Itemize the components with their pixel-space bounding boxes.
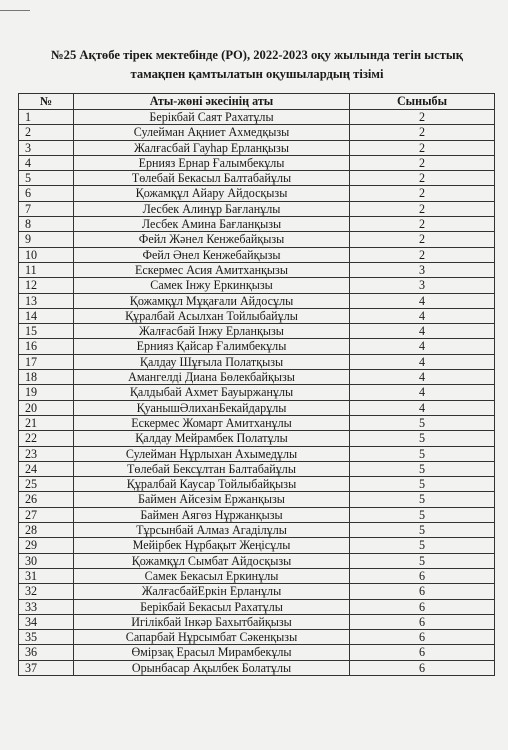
row-number: 33 [19,599,74,614]
header-number: № [19,94,74,110]
student-grade: 5 [350,477,495,492]
student-name: Жалғасбай Інжу Ерланқызы [74,324,350,339]
student-grade: 4 [350,354,495,369]
table-row [19,660,495,675]
student-name: Құралбай Асылхан Тойлыбайұлы [74,308,350,323]
student-grade: 2 [350,155,495,170]
student-grade: 2 [350,232,495,247]
student-grade: 5 [350,415,495,430]
student-grade: 2 [350,201,495,216]
student-name: Қалдау Мейрамбек Полатұлы [74,431,350,446]
table-row [19,492,495,507]
student-table [18,93,495,676]
row-number: 22 [19,431,74,446]
table-row [19,293,495,308]
student-grade: 5 [350,538,495,553]
row-number: 17 [19,354,74,369]
student-name: Самек Бекасыл Еркинұлы [74,568,350,583]
student-grade: 5 [350,461,495,476]
student-grade: 5 [350,523,495,538]
row-number: 26 [19,492,74,507]
student-name: Ескермес Жомарт Амитханұлы [74,415,350,430]
student-name: Тұрсынбай Алмаз Агаділұлы [74,523,350,538]
row-number: 34 [19,614,74,629]
student-name: Өмірзақ Ерасыл Мирамбекұлы [74,645,350,660]
table-row [19,431,495,446]
corner-mark [0,10,30,11]
table-row [19,155,495,170]
table-row [19,247,495,262]
student-grade: 3 [350,278,495,293]
student-name: Қалдыбай Ахмет Бауыржанұлы [74,385,350,400]
student-name: Қожамқұл Сымбат Айдосқызы [74,553,350,568]
row-number: 10 [19,247,74,262]
table-row [19,232,495,247]
student-name: Баймен Аягөз Нұржанқызы [74,507,350,522]
row-number: 1 [19,110,74,125]
student-name: Берікбай Бекасыл Рахатұлы [74,599,350,614]
student-name: Қожамқұл Айару Айдосқызы [74,186,350,201]
table-row [19,446,495,461]
table-row [19,308,495,323]
table-row [19,201,495,216]
row-number: 9 [19,232,74,247]
row-number: 3 [19,140,74,155]
header-full-name: Аты-жөні әкесінің аты [74,94,350,110]
table-row [19,370,495,385]
student-name: Ескермес Асия Амитханқызы [74,262,350,277]
table-row [19,278,495,293]
student-grade: 5 [350,446,495,461]
row-number: 20 [19,400,74,415]
row-number: 12 [19,278,74,293]
header-grade: Сыныбы [350,94,495,110]
row-number: 35 [19,630,74,645]
row-number: 16 [19,339,74,354]
student-grade: 6 [350,599,495,614]
student-grade: 2 [350,171,495,186]
table-row [19,125,495,140]
row-number: 24 [19,461,74,476]
row-number: 31 [19,568,74,583]
table-row [19,217,495,232]
student-name: Игілікбай Інкәр Бахытбайқызы [74,614,350,629]
row-number: 29 [19,538,74,553]
row-number: 36 [19,645,74,660]
table-row [19,553,495,568]
student-name: ҚуанышӘлиханБекайдарұлы [74,400,350,415]
student-name: Төлебай Бексұлтан Балтабайұлы [74,461,350,476]
student-grade: 4 [350,400,495,415]
student-name: Лесбек Амина Бағланқызы [74,217,350,232]
student-name: Лесбек Алинұр Бағланұлы [74,201,350,216]
table-row [19,140,495,155]
table-row [19,171,495,186]
student-name: Баймен Айсезім Ержанқызы [74,492,350,507]
table-body [19,110,495,676]
student-grade: 5 [350,553,495,568]
student-grade: 2 [350,247,495,262]
table-row [19,645,495,660]
student-grade: 4 [350,308,495,323]
row-number: 13 [19,293,74,308]
student-grade: 6 [350,645,495,660]
student-name: Самек Інжу Еркинқызы [74,278,350,293]
student-grade: 4 [350,385,495,400]
row-number: 14 [19,308,74,323]
student-grade: 6 [350,614,495,629]
student-grade: 5 [350,431,495,446]
table-row [19,415,495,430]
student-name: Фейл Жәнел Кенжебайқызы [74,232,350,247]
table-header-row [19,94,495,110]
student-name: Сапарбай Нұрсымбат Сәкенқызы [74,630,350,645]
student-grade: 5 [350,492,495,507]
student-grade: 2 [350,217,495,232]
student-name: Төлебай Бекасыл Балтабайұлы [74,171,350,186]
table-row [19,599,495,614]
student-grade: 6 [350,630,495,645]
student-name: Берікбай Саят Рахатұлы [74,110,350,125]
student-grade: 6 [350,660,495,675]
student-name: Ернияз Ернар Ғалымбекұлы [74,155,350,170]
student-list [18,93,494,676]
row-number: 15 [19,324,74,339]
table-row [19,385,495,400]
row-number: 11 [19,262,74,277]
table-row [19,262,495,277]
table-row [19,614,495,629]
table-row [19,630,495,645]
table-row [19,523,495,538]
row-number: 2 [19,125,74,140]
student-grade: 4 [350,293,495,308]
student-grade: 2 [350,125,495,140]
student-name: Сулейман Ақниет Ахмедқызы [74,125,350,140]
row-number: 30 [19,553,74,568]
student-grade: 2 [350,140,495,155]
row-number: 32 [19,584,74,599]
student-name: Ернияз Қайсар Ғалимбекұлы [74,339,350,354]
table-row [19,477,495,492]
row-number: 37 [19,660,74,675]
table-row [19,324,495,339]
table-row [19,584,495,599]
student-name: ЖалғасбайЕркін Ерланұлы [74,584,350,599]
row-number: 21 [19,415,74,430]
student-grade: 5 [350,507,495,522]
table-row [19,400,495,415]
row-number: 5 [19,171,74,186]
table-row [19,538,495,553]
row-number: 25 [19,477,74,492]
student-grade: 6 [350,584,495,599]
student-name: Қожамқұл Мұқағали Айдосұлы [74,293,350,308]
row-number: 7 [19,201,74,216]
student-name: Мейірбек Нұрбақыт Жеңісұлы [74,538,350,553]
student-grade: 4 [350,370,495,385]
table-row [19,186,495,201]
row-number: 27 [19,507,74,522]
student-name: Фейл Әнел Кенжебайқызы [74,247,350,262]
student-grade: 2 [350,110,495,125]
student-grade: 6 [350,568,495,583]
row-number: 4 [19,155,74,170]
row-number: 28 [19,523,74,538]
row-number: 23 [19,446,74,461]
student-name: Жалғасбай Гауһар Ерланқызы [74,140,350,155]
row-number: 8 [19,217,74,232]
student-grade: 3 [350,262,495,277]
table-row [19,568,495,583]
student-grade: 4 [350,324,495,339]
row-number: 19 [19,385,74,400]
document-title [20,46,494,84]
student-grade: 4 [350,339,495,354]
row-number: 18 [19,370,74,385]
student-name: Сулейман Нұрлыхан Ахымедұлы [74,446,350,461]
student-name: Құралбай Каусар Тойлыбайқызы [74,477,350,492]
row-number: 6 [19,186,74,201]
title-line-1: №25 Ақтөбе тірек мектебінде (РО), 2022-2023 оқу жылында тегін ыстық [51,48,463,62]
table-row [19,354,495,369]
table-row [19,110,495,125]
table-row [19,461,495,476]
student-name: Амангелді Диана Бөлекбайқызы [74,370,350,385]
title-line-2: тамақпен қамтылатын оқушылардың тізімі [130,67,384,81]
student-name: Орынбасар Ақылбек Болатұлы [74,660,350,675]
student-grade: 2 [350,186,495,201]
table-row [19,507,495,522]
table-row [19,339,495,354]
student-name: Қалдау Шұғыла Полатқызы [74,354,350,369]
